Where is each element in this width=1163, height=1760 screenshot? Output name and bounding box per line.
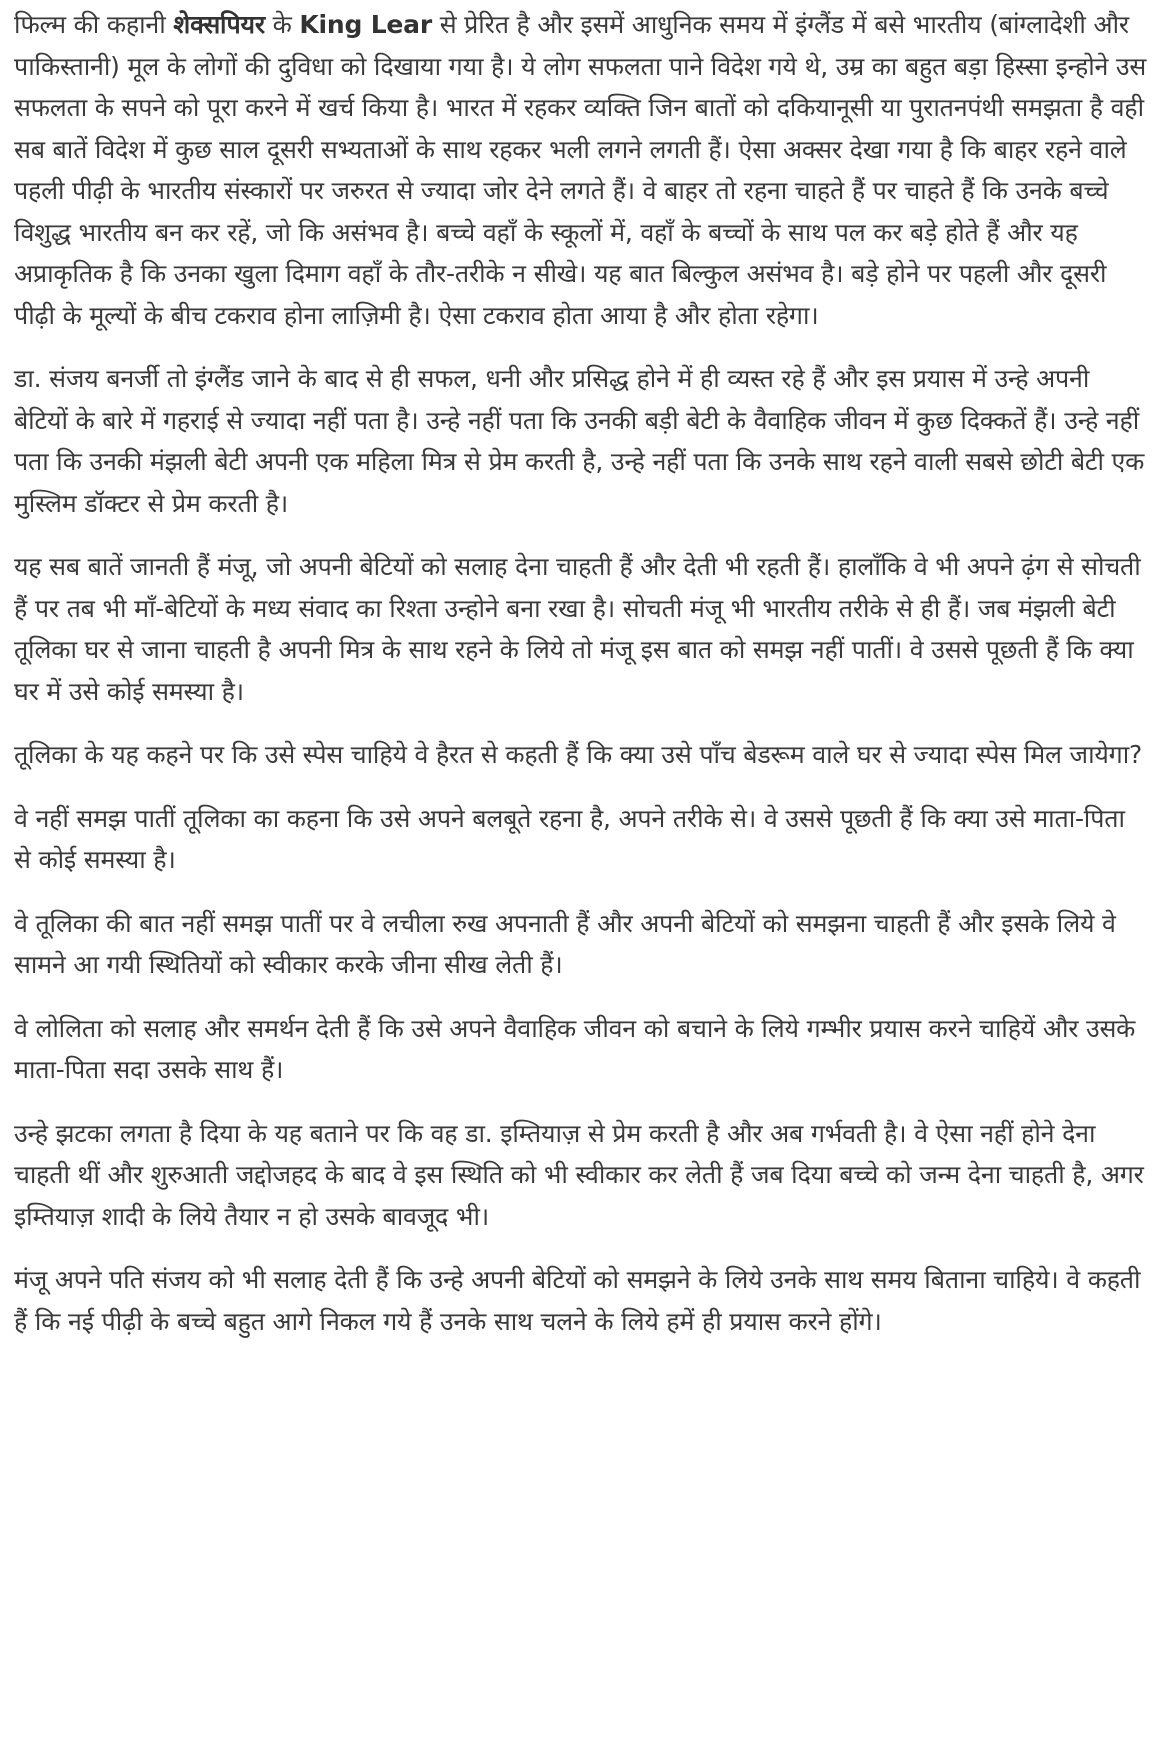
paragraph-4: तूलिका के यह कहने पर कि उसे स्पेस चाहिये वे हैरत से कहती हैं कि क्या उसे पाँच बेडरूम वाले घर से ज्यादा स्पेस मिल जायेगा?: [14, 740, 1143, 769]
paragraph-1-rest: से प्रेरित है और इसमें आधुनिक समय में इंग्लैंड में बसे भारतीय (बांग्लादेशी और पाकिस्तानी) मूल के लोगों की दुविधा को दिखाया गया है। ये लोग सफलता पाने विदेश गये थे, उम्र का बहुत बड़ा हिस्सा इन्होने उस सफलता के सपने को पूरा करने में खर्च किया है। भारत में रहकर व्यक्ति जिन बातों को दकियानूसी या पुरातनपंथी समझता है वही सब बातें विदेश में कुछ साल दूसरी सभ्यताओं के साथ रहकर भली लगने लगती हैं। ऐसा अक्सर देखा गया है कि बाहर रहने वाले पहली पीढ़ी के भारतीय संस्कारों पर जरुरत से ज्यादा जोर देने लगते हैं। वे बाहर तो रहना चाहते हैं पर चाहते हैं कि उनके बच्चे विशुद्ध भारतीय बन कर रहें, जो कि असंभव है। बच्चे वहाँ के स्कूलों में, वहाँ के बच्चों के साथ पल कर बड़े होते हैं और यह अप्राकृतिक है कि उनका खुला दिमाग वहाँ के तौर-तरीके न सीखे। यह बात बिल्कुल असंभव है। बड़े होने पर पहली और दूसरी पीढ़ी के मूल्यों के बीच टकराव होना लाज़िमी है। ऐसा टकराव होता आया है और होता रहेगा।: [14, 10, 1147, 330]
play-title: King Lear: [299, 10, 432, 39]
author-name: शेक्सपियर: [173, 10, 265, 39]
paragraph-1: [14, 4, 1149, 336]
paragraph-9: मंजू अपने पति संजय को भी सलाह देती हैं कि उन्हे अपनी बेटियों को समझने के लिये उनके साथ समय बिताना चाहिये। वे कहती हैं कि नई पीढ़ी के बच्चे बहुत आगे निकल गये हैं उनके साथ चलने के लिये हमें ही प्रयास करने होंगे।: [14, 1265, 1141, 1336]
paragraph-2: डा. संजय बनर्जी तो इंग्लैंड जाने के बाद से ही सफल, धनी और प्रसिद्ध होने में ही व्यस्त रहे हैं और इस प्रयास में उन्हे अपनी बेटियों के बारे में गहराई से ज्यादा नहीं पता है। उन्हे नहीं पता कि उनकी बड़ी बेटी के वैवाहिक जीवन में कुछ दिक्कतें हैं। उन्हे नहीं पता कि उनकी मंझली बेटी अपनी एक महिला मित्र से प्रेम करती है, उन्हे नहीं पता कि उनके साथ रहने वाली सबसे छोटी बेटी एक मुस्लिम डॉक्टर से प्रेम करती है।: [14, 364, 1145, 518]
paragraph-5: वे नहीं समझ पातीं तूलिका का कहना कि उसे अपने बलबूते रहना है, अपने तरीके से। वे उससे पूछती हैं कि क्या उसे माता-पिता से कोई समस्या है।: [14, 803, 1125, 874]
paragraph-7: वे लोलिता को सलाह और समर्थन देती हैं कि उसे अपने वैवाहिक जीवन को बचाने के लिये गम्भीर प्रयास करने चाहियें और उसके माता-पिता सदा उसके साथ हैं।: [14, 1013, 1136, 1084]
paragraph-8: उन्हे झटका लगता है दिया के यह बताने पर कि वह डा. इम्तियाज़ से प्रेम करती है और अब गर्भवती है। वे ऐसा नहीं होने देना चाहती थीं और शुरुआती जद्दोजहद के बाद वे इस स्थिति को भी स्वीकार कर लेती हैं जब दिया बच्चे को जन्म देना चाहती है, अगर इम्तियाज़ शादी के लिये तैयार न हो उसके बावजूद भी।: [14, 1118, 1144, 1231]
paragraph-6: वे तूलिका की बात नहीं समझ पातीं पर वे लचीला रुख अपनाती हैं और अपनी बेटियों को समझना चाहती हैं और इसके लिये वे सामने आ गयी स्थितियों को स्वीकार करके जीना सीख लेती हैं।: [14, 908, 1116, 979]
paragraph-1-connector: के: [264, 10, 300, 39]
paragraph-3: यह सब बातें जानती हैं मंजू, जो अपनी बेटियों को सलाह देना चाहती हैं और देती भी रहती हैं। हालाँकि वे भी अपने ढ़ंग से सोचती हैं पर तब भी माँ-बेटियों के मध्य संवाद का रिश्ता उन्होने बना रखा है। सोचती मंजू भी भारतीय तरीके से ही हैं। जब मंझली बेटी तूलिका घर से जाना चाहती है अपनी मित्र के साथ रहने के लिये तो मंजू इस बात को समझ नहीं पातीं। वे उससे पूछती हैं कि क्या घर में उसे कोई समस्या है।: [14, 552, 1141, 706]
paragraph-1-intro: फिल्म की कहानी: [14, 10, 174, 39]
